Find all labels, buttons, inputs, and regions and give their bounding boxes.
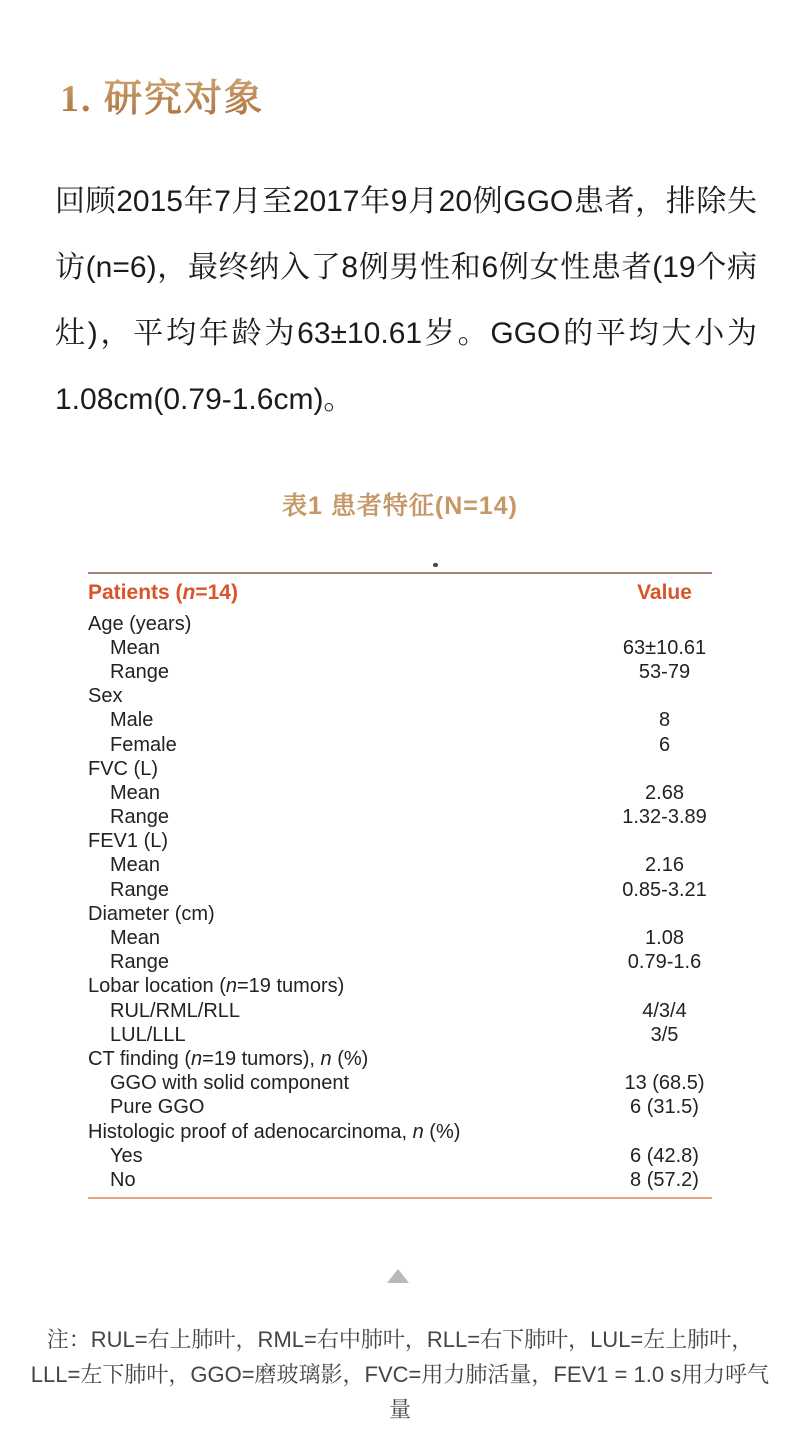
row-value: 13 (68.5) <box>624 1072 705 1095</box>
row-label: FEV1 (L) <box>88 830 169 853</box>
row-value: 4/3/4 <box>642 999 687 1022</box>
table-row <box>88 1096 712 1120</box>
table-row <box>88 1023 712 1047</box>
row-value: 53-79 <box>638 660 691 683</box>
row-label: FVC (L) <box>88 757 158 780</box>
table-row <box>88 902 712 926</box>
table-row <box>88 975 712 999</box>
table-row <box>88 1168 712 1192</box>
artifact-dot <box>433 563 438 567</box>
row-label: Pure GGO <box>110 1096 205 1119</box>
table-row <box>88 1072 712 1096</box>
row-label: Mean <box>110 927 161 950</box>
row-label: Range <box>110 660 169 683</box>
row-label: Male <box>110 709 154 732</box>
row-value: 1.08 <box>645 927 684 950</box>
table-row <box>88 926 712 950</box>
table-row <box>88 830 712 854</box>
table-row <box>88 781 712 805</box>
table-row <box>88 709 712 733</box>
table-row <box>88 660 712 684</box>
row-value: 1.32-3.89 <box>622 806 707 829</box>
table-header-value: Value <box>637 581 692 604</box>
section-heading: 1. 研究对象 <box>60 67 264 122</box>
table-row <box>88 1144 712 1168</box>
row-value: 6 <box>658 733 671 756</box>
table-header-row <box>88 574 712 612</box>
row-label: Sex <box>88 685 123 708</box>
row-label: No <box>110 1168 136 1191</box>
table-row <box>88 854 712 878</box>
row-label: Range <box>110 951 169 974</box>
row-label: GGO with solid component <box>110 1072 349 1095</box>
table-bottom-rule <box>88 1197 712 1199</box>
row-label: Mean <box>110 636 161 659</box>
table-footnote: 注：RUL=右上肺叶，RML=右中肺叶，RLL=右下肺叶，LUL=左上肺叶，LLL=左下肺叶，GGO=磨玻璃影，FVC=用力肺活量，FEV1 = 1.0 s用力呼气量 <box>30 1327 770 1422</box>
row-value: 0.79-1.6 <box>627 951 702 974</box>
table-header-patients: Patients (n=14) <box>88 581 238 604</box>
row-label: CT finding (n=19 tumors), n (%) <box>88 1047 369 1070</box>
row-label: Yes <box>110 1144 143 1167</box>
table-row <box>88 999 712 1023</box>
table-row <box>88 878 712 902</box>
row-value: 2.68 <box>645 781 684 804</box>
table-row <box>88 1047 712 1071</box>
table-body <box>88 612 712 1193</box>
intro-paragraph: 回顾2015年7月至2017年9月20例GGO患者，排除失访(n=6)，最终纳入了8例男性和6例女性患者(19个病灶)，平均年龄为63±10.61岁。GGO的平均大小为1.08cm(0.79-1.6cm)。 <box>55 185 757 416</box>
table-row <box>88 1120 712 1144</box>
row-value: 2.16 <box>645 854 684 877</box>
row-label: Female <box>110 733 177 756</box>
table-row <box>88 757 712 781</box>
row-label: LUL/LLL <box>110 1023 186 1046</box>
row-label: Diameter (cm) <box>88 902 215 925</box>
table-row <box>88 951 712 975</box>
row-label: Age (years) <box>88 612 192 635</box>
row-value: 3/5 <box>650 1023 679 1046</box>
row-value: 8 <box>658 709 671 732</box>
row-value: 8 (57.2) <box>630 1168 699 1191</box>
table-row <box>88 636 712 660</box>
triangle-up-icon[interactable] <box>387 1269 409 1283</box>
row-value: 6 (31.5) <box>630 1096 699 1119</box>
table-row <box>88 612 712 636</box>
table-caption: 表1 患者特征(N=14) <box>282 492 518 520</box>
row-value: 6 (42.8) <box>630 1144 699 1167</box>
patient-characteristics-table <box>88 572 712 1199</box>
row-label: Mean <box>110 854 161 877</box>
row-label: Mean <box>110 781 161 804</box>
row-value: 0.85-3.21 <box>622 878 707 901</box>
row-label: RUL/RML/RLL <box>110 999 241 1022</box>
row-label: Histologic proof of adenocarcinoma, n (%) <box>88 1120 461 1143</box>
table-row <box>88 806 712 830</box>
row-value: 63±10.61 <box>622 636 707 659</box>
row-label: Range <box>110 878 169 901</box>
table-row <box>88 733 712 757</box>
row-label: Range <box>110 806 169 829</box>
table-row <box>88 685 712 709</box>
row-label: Lobar location (n=19 tumors) <box>88 975 345 998</box>
